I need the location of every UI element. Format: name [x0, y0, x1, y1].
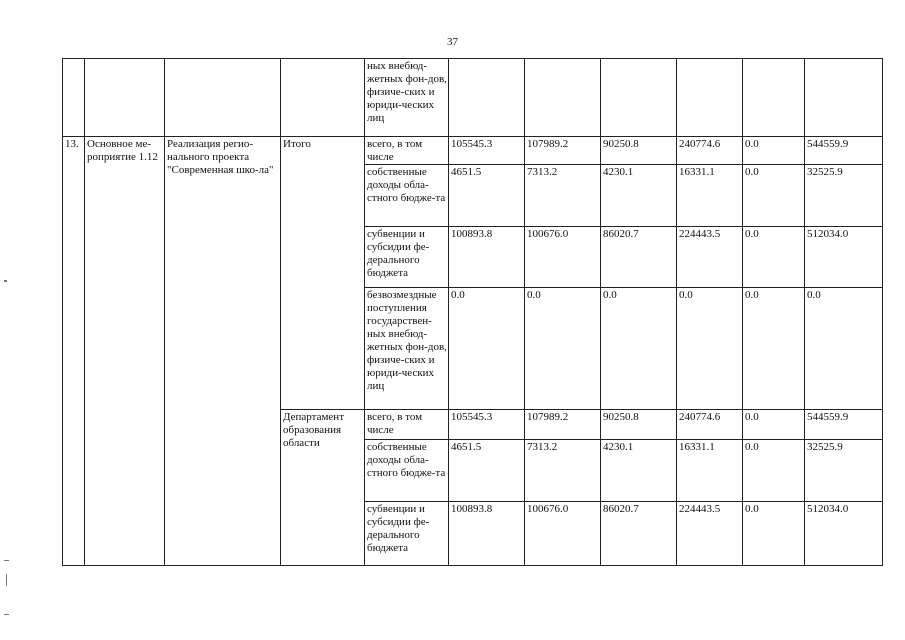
cell-empty	[449, 59, 525, 137]
value-cell: 86020.7	[601, 227, 677, 288]
funding-source-cell: всего, в том числе	[365, 137, 449, 165]
value-cell: 32525.9	[805, 165, 883, 227]
funding-source-cell: безвозмездные поступления государствен-ных внебюд-жетных фон-дов, физиче-ских и юриди-ческих лиц	[365, 288, 449, 410]
scan-margin-mark	[4, 280, 7, 282]
value-cell: 4651.5	[449, 440, 525, 502]
page-number: 37	[447, 36, 458, 48]
value-cell: 224443.5	[677, 502, 743, 566]
value-cell: 7313.2	[525, 440, 601, 502]
executor-cell: Итого	[281, 137, 365, 410]
value-cell: 240774.6	[677, 410, 743, 440]
value-cell: 224443.5	[677, 227, 743, 288]
value-cell: 544559.9	[805, 137, 883, 165]
cell-empty	[85, 59, 165, 137]
cell-empty	[525, 59, 601, 137]
value-cell: 4230.1	[601, 440, 677, 502]
value-cell: 0.0	[743, 502, 805, 566]
value-cell: 7313.2	[525, 165, 601, 227]
value-cell: 0.0	[743, 137, 805, 165]
cell-empty	[805, 59, 883, 137]
funding-source-cell: субвенции и субсидии фе-дерального бюджета	[365, 227, 449, 288]
funding-source-cell: ных внебюд-жетных фон-дов, физиче-ских и юриди-ческих лиц	[365, 59, 449, 137]
value-cell: 90250.8	[601, 410, 677, 440]
budget-table	[62, 58, 883, 566]
value-cell: 16331.1	[677, 440, 743, 502]
value-cell: 16331.1	[677, 165, 743, 227]
value-cell: 90250.8	[601, 137, 677, 165]
value-cell: 0.0	[743, 227, 805, 288]
value-cell: 512034.0	[805, 227, 883, 288]
cell-empty	[165, 59, 281, 137]
value-cell: 0.0	[805, 288, 883, 410]
value-cell: 0.0	[743, 165, 805, 227]
scan-margin-mark	[6, 574, 7, 586]
value-cell: 0.0	[601, 288, 677, 410]
event-name-cell: Основное ме-роприятие 1.12	[85, 137, 165, 566]
value-cell: 0.0	[743, 440, 805, 502]
value-cell: 4230.1	[601, 165, 677, 227]
value-cell: 4651.5	[449, 165, 525, 227]
value-cell: 100893.8	[449, 502, 525, 566]
value-cell: 107989.2	[525, 137, 601, 165]
funding-source-cell: всего, в том числе	[365, 410, 449, 440]
value-cell: 544559.9	[805, 410, 883, 440]
funding-source-cell: собственные доходы обла-стного бюдже-та	[365, 440, 449, 502]
cell-empty	[63, 59, 85, 137]
value-cell: 0.0	[449, 288, 525, 410]
funding-source-cell: собственные доходы обла-стного бюдже-та	[365, 165, 449, 227]
funding-source-cell: субвенции и субсидии фе-дерального бюджета	[365, 502, 449, 566]
executor-cell: Департамент образования области	[281, 410, 365, 566]
value-cell: 86020.7	[601, 502, 677, 566]
value-cell: 0.0	[677, 288, 743, 410]
value-cell: 105545.3	[449, 410, 525, 440]
value-cell: 100676.0	[525, 502, 601, 566]
project-name-cell: Реализация регио-нального проекта "Современная шко-ла"	[165, 137, 281, 566]
value-cell: 105545.3	[449, 137, 525, 165]
cell-empty	[677, 59, 743, 137]
scan-margin-mark	[4, 560, 9, 561]
table-row	[63, 137, 883, 165]
cell-empty	[743, 59, 805, 137]
table-row	[63, 59, 883, 137]
value-cell: 0.0	[743, 410, 805, 440]
value-cell: 0.0	[743, 288, 805, 410]
value-cell: 100676.0	[525, 227, 601, 288]
scan-margin-mark	[4, 614, 9, 615]
cell-empty	[281, 59, 365, 137]
cell-empty	[601, 59, 677, 137]
item-number-cell: 13.	[63, 137, 85, 566]
value-cell: 0.0	[525, 288, 601, 410]
value-cell: 100893.8	[449, 227, 525, 288]
value-cell: 107989.2	[525, 410, 601, 440]
value-cell: 240774.6	[677, 137, 743, 165]
value-cell: 512034.0	[805, 502, 883, 566]
value-cell: 32525.9	[805, 440, 883, 502]
